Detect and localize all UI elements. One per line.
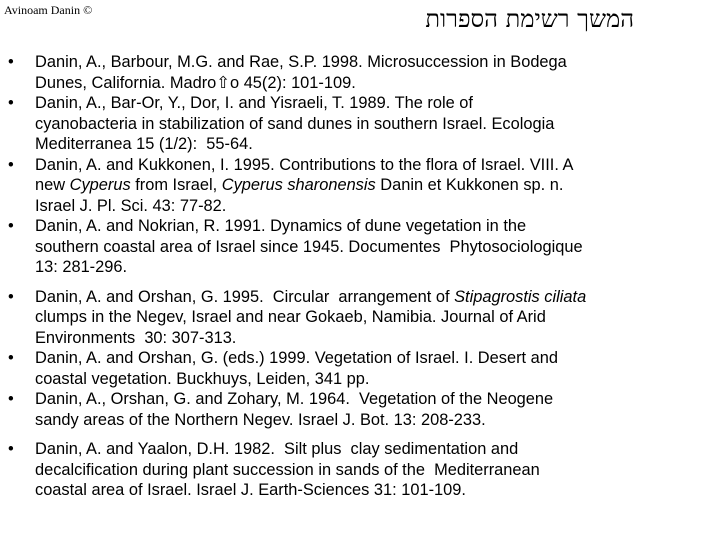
reference-line: southern coastal area of Israel since 1945. Documentes Phytosociologique xyxy=(35,237,583,256)
reference-item xyxy=(8,155,720,217)
italic-taxon: Stipagrostis ciliata xyxy=(454,287,587,306)
reference-line: new Cyperus from Israel, Cyperus sharonensis Danin et Kukkonen sp. n. xyxy=(35,176,564,194)
reference-line: Dunes, California. Madro⇧o 45(2): 101-109. xyxy=(35,73,356,92)
reference-line: cyanobacteria in stabilization of sand dunes in southern Israel. Ecologia xyxy=(35,114,555,133)
reference-item xyxy=(8,439,720,501)
italic-taxon: Cyperus xyxy=(69,176,131,194)
reference-line: • Danin, A. and Yaalon, D.H. 1982. Silt plus clay sedimentation and xyxy=(35,440,519,458)
reference-line: • Danin, A. and Kukkonen, I. 1995. Contributions to the flora of Israel. VIII. A xyxy=(35,155,574,174)
reference-list xyxy=(8,52,720,501)
author-copyright: Avinoam Danin © xyxy=(4,3,93,17)
reference-line: coastal vegetation. Buckhuys, Leiden, 341 pp. xyxy=(35,369,370,388)
reference-item xyxy=(8,93,720,155)
reference-item xyxy=(8,348,720,389)
reference-line: Environments 30: 307-313. xyxy=(35,328,237,347)
reference-line: 13: 281‐296. xyxy=(35,258,128,276)
italic-taxon: Cyperus sharonensis xyxy=(221,176,376,194)
reference-line: clumps in the Negev, Israel and near Gokaeb, Namibia. Journal of Arid xyxy=(35,308,546,326)
reference-line: decalcification during plant succession in sands of the Mediterranean xyxy=(35,460,540,479)
reference-line: • Danin, A. and Orshan, G. (eds.) 1999. Vegetation of Israel. I. Desert and xyxy=(35,349,558,367)
reference-item xyxy=(8,216,720,278)
reference-line: • Danin, A. and Nokrian, R. 1991. Dynamics of dune vegetation in the xyxy=(35,217,527,235)
reference-line: • Danin, A., Bar‐Or, Y., Dor, I. and Yisraeli, T. 1989. The role of xyxy=(35,94,473,112)
reference-line: • Danin, A. and Orshan, G. 1995. Circular arrangement of Stipagrostis ciliata xyxy=(35,287,587,306)
reference-line: Mediterranea 15 (1/2): 55‐64. xyxy=(35,135,253,153)
reference-line: • Danin, A., Barbour, M.G. and Rae, S.P. 1998. Microsuccession in Bodega xyxy=(35,53,567,71)
reference-line: sandy areas of the Northern Negev. Israel J. Bot. 13: 208‐233. xyxy=(35,410,486,429)
reference-line: Israel J. Pl. Sci. 43: 77-82. xyxy=(35,196,227,215)
reference-line: coastal area of Israel. Israel J. Earth‐Sciences 31: 101‐109. xyxy=(35,481,466,499)
reference-item xyxy=(8,287,720,349)
page-title: המשך רשימת הספרות xyxy=(425,5,634,33)
reference-line: • Danin, A., Orshan, G. and Zohary, M. 1964. Vegetation of the Neogene xyxy=(35,390,554,408)
reference-item xyxy=(8,52,720,93)
reference-item xyxy=(8,389,720,430)
